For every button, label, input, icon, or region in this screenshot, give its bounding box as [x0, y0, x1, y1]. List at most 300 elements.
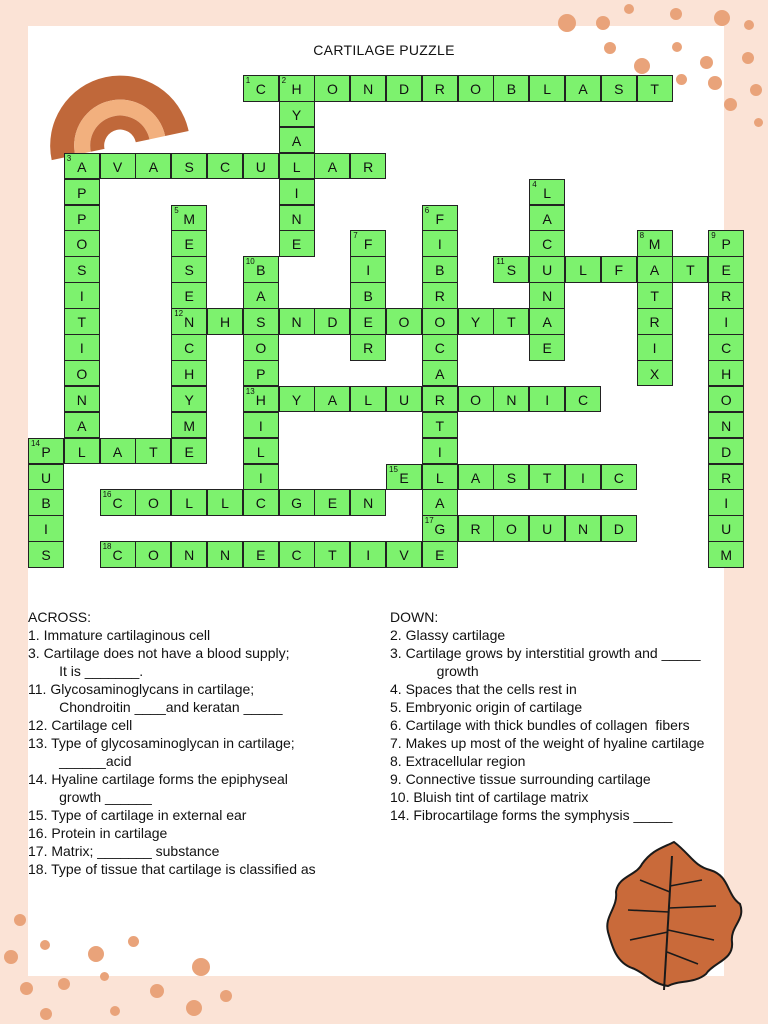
- grid-cell[interactable]: [64, 205, 100, 232]
- grid-cell[interactable]: [171, 282, 207, 309]
- cell-letter: S: [256, 314, 266, 331]
- cell-letter: E: [435, 547, 445, 564]
- cell-letter: V: [112, 158, 123, 175]
- grid-cell[interactable]: [279, 153, 315, 180]
- grid-cell[interactable]: [422, 282, 458, 309]
- cell-letter: A: [435, 495, 445, 512]
- down-clue: 10. Bluish tint of cartilage matrix: [390, 789, 589, 805]
- grid-cell[interactable]: [708, 282, 744, 309]
- cell-letter: H: [291, 81, 302, 97]
- grid-cell[interactable]: [708, 360, 744, 387]
- down-clue: 14. Fibrocartilage forms the symphysis _____: [390, 807, 673, 823]
- grid-cell[interactable]: [422, 334, 458, 361]
- cell-letter: N: [577, 521, 589, 538]
- cell-letter: U: [40, 469, 52, 486]
- grid-cell[interactable]: [314, 541, 350, 568]
- cell-letter: L: [185, 495, 194, 512]
- grid-cell[interactable]: [314, 153, 350, 180]
- grid-cell[interactable]: [422, 464, 458, 491]
- grid-cell[interactable]: [565, 256, 601, 283]
- grid-cell[interactable]: [243, 334, 279, 361]
- grid-cell[interactable]: [243, 412, 279, 439]
- grid-cell[interactable]: [171, 541, 207, 568]
- grid-cell[interactable]: [64, 438, 100, 465]
- grid-cell[interactable]: [637, 282, 673, 309]
- cell-letter: R: [721, 469, 732, 486]
- grid-cell[interactable]: [529, 334, 565, 361]
- grid-cell[interactable]: [637, 334, 673, 361]
- grid-cell[interactable]: [350, 386, 386, 413]
- grid-cell[interactable]: [458, 515, 494, 542]
- grid-cell[interactable]: [279, 179, 315, 206]
- cell-letter: H: [721, 365, 732, 382]
- cell-letter: C: [255, 81, 266, 97]
- grid-cell[interactable]: [28, 541, 64, 568]
- grid-cell[interactable]: [64, 256, 100, 283]
- cell-letter: L: [543, 184, 552, 201]
- grid-cell[interactable]: [529, 179, 565, 206]
- clue-number: 10: [245, 257, 255, 267]
- cell-letter: E: [542, 340, 552, 356]
- cell-letter: T: [686, 262, 695, 279]
- grid-cell[interactable]: [350, 256, 386, 283]
- cell-letter: N: [291, 210, 302, 227]
- grid-cell[interactable]: [314, 386, 350, 413]
- across-clue: 15. Type of cartilage in external ear: [28, 807, 247, 823]
- cell-letter: A: [578, 81, 588, 97]
- cell-letter: A: [112, 443, 123, 460]
- cell-letter: S: [77, 262, 87, 279]
- grid-cell[interactable]: [458, 464, 494, 491]
- cell-letter: M: [183, 210, 196, 227]
- cell-letter: N: [219, 547, 231, 564]
- grid-cell[interactable]: [386, 308, 422, 335]
- grid-cell[interactable]: [171, 360, 207, 387]
- cell-letter: G: [291, 495, 303, 512]
- clue-number: 15: [389, 464, 398, 474]
- grid-cell[interactable]: [207, 489, 243, 516]
- grid-cell[interactable]: [422, 230, 458, 257]
- grid-cell[interactable]: [422, 541, 458, 568]
- cell-letter: I: [652, 340, 657, 356]
- grid-cell[interactable]: [64, 334, 100, 361]
- cell-letter: M: [183, 417, 196, 434]
- grid-cell[interactable]: [493, 515, 529, 542]
- cell-letter: I: [366, 547, 371, 564]
- grid-cell[interactable]: [708, 230, 744, 257]
- grid-cell[interactable]: [493, 256, 529, 283]
- grid-cell[interactable]: [243, 464, 279, 491]
- cell-letter: S: [506, 469, 517, 486]
- cell-letter: O: [398, 314, 410, 331]
- cell-letter: O: [76, 365, 88, 382]
- cell-letter: O: [76, 236, 88, 253]
- cell-letter: V: [399, 547, 409, 564]
- cell-letter: N: [184, 314, 195, 331]
- cell-letter: M: [720, 547, 733, 564]
- cell-letter: R: [649, 314, 660, 331]
- across-clue: 1. Immature cartilaginous cell: [28, 627, 211, 643]
- cell-letter: E: [256, 547, 266, 564]
- clue-number: 13: [245, 386, 255, 396]
- grid-cell[interactable]: [529, 515, 565, 542]
- grid-cell[interactable]: [171, 205, 207, 232]
- across-clue: 16. Protein in cartilage: [28, 825, 168, 841]
- grid-cell[interactable]: [28, 515, 64, 542]
- down-clue: growth: [390, 663, 479, 679]
- across-clue: ______acid: [28, 753, 132, 769]
- cell-letter: I: [545, 391, 550, 408]
- clue-number: 7: [353, 231, 358, 241]
- grid-cell[interactable]: [243, 256, 279, 283]
- grid-cell[interactable]: [350, 230, 386, 257]
- cell-letter: B: [506, 81, 517, 97]
- grid-cell[interactable]: [708, 334, 744, 361]
- grid-cell[interactable]: [565, 75, 601, 102]
- grid-cell[interactable]: [708, 412, 744, 439]
- across-clue: 12. Cartilage cell: [28, 717, 133, 733]
- grid-cell[interactable]: [708, 438, 744, 465]
- grid-cell[interactable]: [672, 256, 708, 283]
- grid-cell[interactable]: [171, 308, 207, 335]
- cell-letter: T: [77, 314, 87, 331]
- grid-cell[interactable]: [243, 282, 279, 309]
- grid-cell[interactable]: [708, 541, 744, 568]
- grid-cell[interactable]: [243, 438, 279, 465]
- clue-number: 3: [66, 153, 72, 163]
- clue-number: 16: [102, 490, 112, 500]
- grid-cell[interactable]: [350, 489, 386, 516]
- clue-number: 4: [532, 179, 537, 189]
- cell-letter: C: [291, 547, 302, 564]
- grid-cell[interactable]: [529, 464, 565, 491]
- cell-letter: T: [149, 443, 158, 460]
- grid-cell[interactable]: [458, 75, 494, 102]
- grid-cell[interactable]: [422, 205, 458, 232]
- grid-cell[interactable]: [350, 308, 386, 335]
- cell-letter: S: [506, 262, 517, 279]
- grid-cell[interactable]: [243, 153, 279, 180]
- grid-cell[interactable]: [171, 438, 207, 465]
- cell-letter: A: [542, 210, 552, 227]
- grid-cell[interactable]: [708, 256, 744, 283]
- cell-letter: R: [434, 391, 445, 408]
- cell-letter: C: [219, 158, 231, 175]
- grid-cell[interactable]: [529, 230, 565, 257]
- grid-cell[interactable]: [637, 75, 673, 102]
- cell-letter: L: [292, 158, 301, 175]
- cell-letter: U: [721, 521, 732, 538]
- grid-cell[interactable]: [529, 282, 565, 309]
- cell-letter: Y: [184, 391, 194, 408]
- grid-cell[interactable]: [314, 75, 350, 102]
- cell-letter: T: [542, 469, 552, 486]
- cell-letter: O: [470, 391, 482, 408]
- cell-letter: B: [435, 262, 445, 279]
- cell-letter: I: [79, 340, 84, 356]
- grid-cell[interactable]: [708, 386, 744, 413]
- grid-cell[interactable]: [529, 75, 565, 102]
- cell-letter: O: [505, 521, 517, 538]
- cell-letter: P: [256, 365, 266, 382]
- grid-cell[interactable]: [171, 230, 207, 257]
- grid-cell[interactable]: [64, 360, 100, 387]
- across-clue: growth ______: [28, 789, 152, 805]
- grid-cell[interactable]: [279, 489, 315, 516]
- grid-cell[interactable]: [637, 256, 673, 283]
- grid-cell[interactable]: [279, 127, 315, 154]
- grid-cell[interactable]: [529, 386, 565, 413]
- grid-cell[interactable]: [529, 308, 565, 335]
- grid-cell[interactable]: [64, 282, 100, 309]
- cell-letter: E: [184, 443, 194, 460]
- grid-cell[interactable]: [135, 153, 171, 180]
- cell-letter: P: [41, 443, 51, 460]
- grid-cell[interactable]: [314, 489, 350, 516]
- grid-cell[interactable]: [422, 412, 458, 439]
- grid-cell[interactable]: [529, 256, 565, 283]
- grid-cell[interactable]: [243, 386, 279, 413]
- cell-letter: C: [112, 495, 123, 512]
- cell-letter: R: [363, 340, 374, 356]
- grid-cell[interactable]: [64, 386, 100, 413]
- clue-number: 8: [639, 231, 645, 241]
- cell-letter: P: [77, 210, 87, 227]
- grid-cell[interactable]: [708, 515, 744, 542]
- grid-cell[interactable]: [171, 489, 207, 516]
- grid-cell[interactable]: [350, 75, 386, 102]
- cell-letter: O: [326, 81, 338, 97]
- cell-letter: E: [327, 495, 338, 512]
- cell-letter: C: [434, 340, 445, 356]
- grid-cell[interactable]: [207, 153, 243, 180]
- grid-cell[interactable]: [279, 541, 315, 568]
- grid-cell[interactable]: [601, 515, 637, 542]
- grid-cell[interactable]: [493, 386, 529, 413]
- grid-cell[interactable]: [279, 101, 315, 128]
- cell-letter: Y: [291, 106, 302, 123]
- grid-cell[interactable]: [279, 75, 315, 102]
- cell-letter: D: [721, 443, 732, 460]
- cell-letter: X: [649, 365, 660, 382]
- grid-cell[interactable]: [207, 541, 243, 568]
- cell-letter: I: [258, 417, 263, 434]
- clue-number: 6: [424, 205, 430, 215]
- grid-cell[interactable]: [243, 489, 279, 516]
- grid-cell[interactable]: [422, 75, 458, 102]
- cell-letter: F: [614, 262, 624, 279]
- grid-cell[interactable]: [386, 386, 422, 413]
- grid-cell[interactable]: [422, 386, 458, 413]
- grid-cell[interactable]: [386, 464, 422, 491]
- cell-letter: A: [327, 391, 338, 408]
- grid-cell[interactable]: [279, 230, 315, 257]
- grid-cell[interactable]: [100, 489, 136, 516]
- grid-cell[interactable]: [207, 308, 243, 335]
- grid-cell[interactable]: [28, 489, 64, 516]
- grid-cell[interactable]: [64, 179, 100, 206]
- cell-letter: I: [79, 288, 84, 305]
- cell-letter: A: [649, 262, 660, 279]
- grid-cell[interactable]: [135, 438, 171, 465]
- across-heading: ACROSS:: [28, 609, 92, 625]
- cell-letter: P: [721, 236, 731, 253]
- grid-cell[interactable]: [601, 464, 637, 491]
- clue-number: 14: [31, 438, 40, 448]
- grid-cell[interactable]: [493, 464, 529, 491]
- cell-letter: N: [76, 391, 87, 408]
- grid-cell[interactable]: [279, 205, 315, 232]
- grid-cell[interactable]: [350, 541, 386, 568]
- cell-letter: T: [328, 547, 337, 564]
- grid-cell[interactable]: [28, 464, 64, 491]
- grid-cell[interactable]: [529, 205, 565, 232]
- cell-letter: Y: [291, 391, 302, 408]
- grid-cell[interactable]: [422, 308, 458, 335]
- grid-cell[interactable]: [100, 438, 136, 465]
- grid-cell[interactable]: [100, 541, 136, 568]
- cell-letter: E: [184, 236, 194, 253]
- grid-cell[interactable]: [279, 386, 315, 413]
- grid-cell[interactable]: [565, 386, 601, 413]
- grid-cell[interactable]: [493, 308, 529, 335]
- grid-cell[interactable]: [243, 541, 279, 568]
- grid-cell[interactable]: [386, 541, 422, 568]
- grid-cell[interactable]: [64, 230, 100, 257]
- cell-letter: A: [542, 314, 552, 331]
- grid-cell[interactable]: [422, 489, 458, 516]
- cell-letter: O: [147, 495, 159, 512]
- across-clue: 18. Type of tissue that cartilage is classified as: [28, 861, 316, 877]
- grid-cell[interactable]: [171, 412, 207, 439]
- grid-cell[interactable]: [314, 308, 350, 335]
- grid-cell[interactable]: [708, 464, 744, 491]
- cell-letter: L: [543, 81, 552, 97]
- cell-letter: R: [470, 521, 481, 538]
- cell-letter: I: [437, 443, 442, 460]
- down-clue: 7. Makes up most of the weight of hyaline cartilage: [390, 735, 705, 751]
- cell-letter: I: [366, 262, 371, 279]
- grid-cell[interactable]: [565, 464, 601, 491]
- cell-letter: I: [724, 314, 729, 331]
- cell-letter: U: [542, 262, 553, 279]
- grid-cell[interactable]: [243, 360, 279, 387]
- grid-cell[interactable]: [171, 256, 207, 283]
- cell-letter: F: [363, 236, 373, 253]
- down-clue: 5. Embryonic origin of cartilage: [390, 699, 583, 715]
- grid-cell[interactable]: [422, 515, 458, 542]
- cell-letter: B: [363, 288, 373, 305]
- cell-letter: I: [581, 469, 585, 486]
- grid-cell[interactable]: [601, 256, 637, 283]
- cell-letter: C: [577, 391, 589, 408]
- cell-letter: I: [724, 495, 729, 512]
- grid-cell[interactable]: [64, 308, 100, 335]
- grid-cell[interactable]: [493, 75, 529, 102]
- cell-letter: N: [542, 288, 553, 305]
- leaf-illustration: [598, 836, 748, 996]
- cell-letter: O: [147, 547, 159, 564]
- grid-cell[interactable]: [708, 489, 744, 516]
- across-clue-list: [28, 626, 316, 878]
- grid-cell[interactable]: [135, 541, 171, 568]
- cell-letter: N: [184, 547, 195, 564]
- grid-cell[interactable]: [28, 438, 64, 465]
- across-clue: 3. Cartilage does not have a blood supply;: [28, 645, 290, 661]
- grid-cell[interactable]: [171, 386, 207, 413]
- grid-cell[interactable]: [708, 308, 744, 335]
- cell-letter: E: [399, 469, 409, 486]
- cell-letter: N: [363, 495, 374, 512]
- grid-cell[interactable]: [422, 438, 458, 465]
- grid-cell[interactable]: [243, 308, 279, 335]
- cell-letter: E: [363, 314, 373, 331]
- grid-cell[interactable]: [243, 75, 279, 102]
- cell-letter: T: [507, 314, 516, 331]
- cell-letter: L: [221, 495, 229, 512]
- cell-letter: O: [434, 314, 446, 331]
- grid-cell[interactable]: [350, 153, 386, 180]
- cell-letter: A: [327, 158, 338, 175]
- cell-letter: C: [613, 469, 624, 486]
- cell-letter: P: [77, 184, 87, 201]
- grid-cell[interactable]: [171, 153, 207, 180]
- cell-letter: U: [542, 521, 553, 538]
- down-heading: DOWN:: [390, 609, 439, 625]
- clue-number: 18: [102, 542, 112, 552]
- cell-letter: M: [648, 236, 661, 253]
- grid-cell[interactable]: [637, 308, 673, 335]
- down-clue-list: [390, 626, 704, 824]
- grid-cell[interactable]: [422, 256, 458, 283]
- cell-letter: C: [112, 547, 123, 564]
- grid-cell[interactable]: [637, 230, 673, 257]
- grid-cell[interactable]: [64, 153, 100, 180]
- cell-letter: H: [219, 314, 231, 331]
- cell-letter: L: [256, 443, 265, 460]
- grid-cell[interactable]: [350, 282, 386, 309]
- grid-cell[interactable]: [565, 515, 601, 542]
- grid-cell[interactable]: [64, 412, 100, 439]
- grid-cell[interactable]: [637, 360, 673, 387]
- cell-letter: N: [363, 81, 374, 97]
- grid-cell[interactable]: [601, 75, 637, 102]
- clue-number: 12: [174, 309, 184, 319]
- grid-cell[interactable]: [350, 334, 386, 361]
- grid-cell[interactable]: [386, 75, 422, 102]
- cell-letter: B: [41, 495, 51, 512]
- grid-cell[interactable]: [279, 308, 315, 335]
- grid-cell[interactable]: [458, 386, 494, 413]
- across-clue: Chondroitin ____and keratan _____: [28, 699, 283, 715]
- cell-letter: H: [184, 365, 195, 382]
- grid-cell[interactable]: [135, 489, 171, 516]
- clue-number: 5: [174, 205, 179, 215]
- cell-letter: L: [77, 443, 86, 460]
- cell-letter: C: [184, 340, 195, 356]
- cell-letter: C: [255, 495, 266, 512]
- cell-letter: A: [291, 132, 302, 149]
- grid-cell[interactable]: [171, 334, 207, 361]
- grid-cell[interactable]: [422, 360, 458, 387]
- grid-cell[interactable]: [100, 153, 136, 180]
- cell-letter: N: [721, 417, 732, 434]
- cell-letter: A: [148, 158, 159, 175]
- across-clues: [28, 608, 316, 878]
- down-clue: 8. Extracellular region: [390, 753, 526, 769]
- cell-letter: T: [650, 288, 659, 305]
- grid-cell[interactable]: [458, 308, 494, 335]
